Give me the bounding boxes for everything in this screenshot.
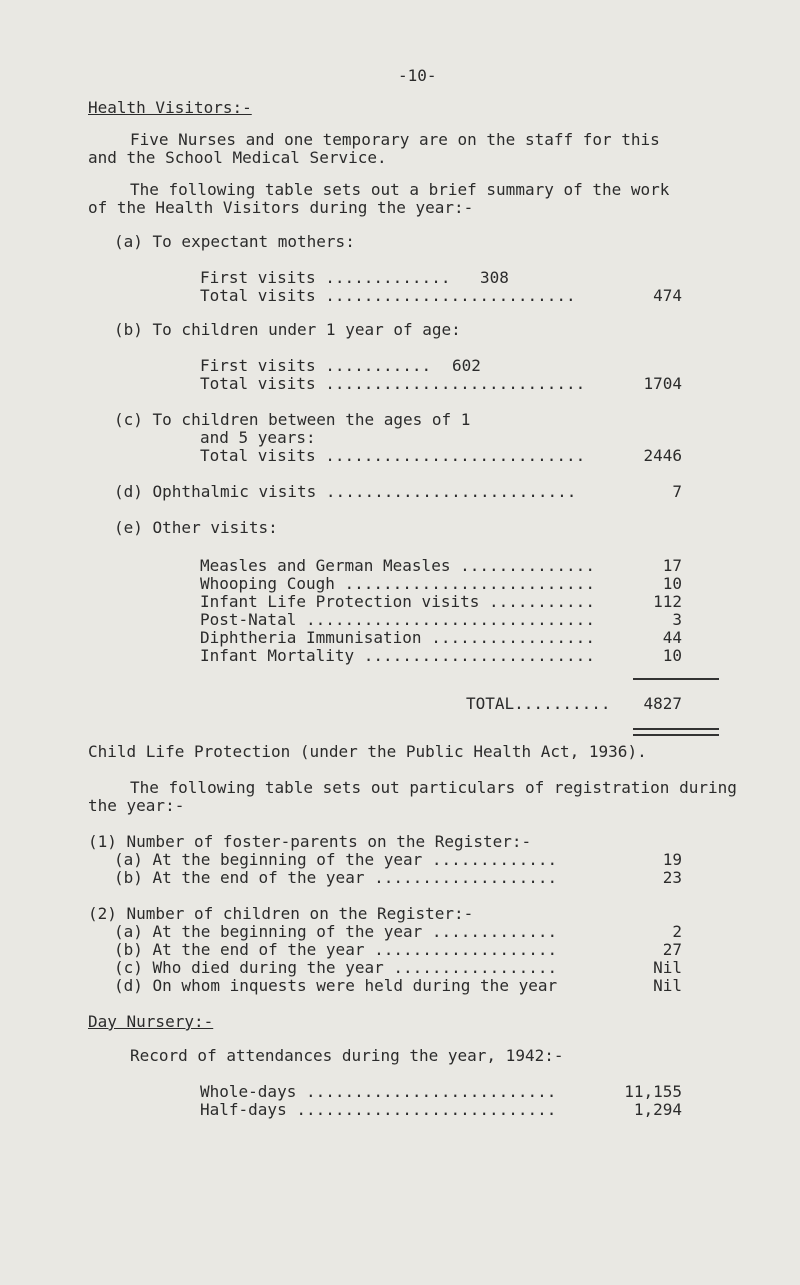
item-label: Total visits ...........................	[200, 446, 586, 465]
item-label-e: (e) Other visits:	[114, 518, 278, 537]
item-value: 1,294	[633, 1100, 682, 1119]
paragraph-line: Record of attendances during the year, 1942:-	[130, 1046, 564, 1065]
item-value: Nil	[653, 976, 682, 995]
section-heading-day-nursery: Day Nursery:-	[88, 1012, 214, 1031]
item-label-a: (a) To expectant mothers:	[114, 232, 355, 251]
paragraph-line: The following table sets out particulars of registration during	[130, 778, 737, 797]
total-rule	[633, 678, 719, 680]
paragraph-line: Five Nurses and one temporary are on the staff for this	[130, 130, 660, 149]
item-label: (1) Number of foster-parents on the Register:-	[88, 832, 532, 851]
total-value: 4827	[643, 694, 682, 713]
item-label: Whole-days ..........................	[200, 1082, 557, 1101]
item-label: (b) At the end of the year ...................	[114, 868, 558, 887]
item-value: 19	[662, 850, 682, 869]
item-label-c: (c) To children between the ages of 1	[114, 410, 471, 429]
item-label: First visits ...........	[200, 356, 432, 375]
item-value: 11,155	[624, 1082, 682, 1101]
item-label: Total visits ...........................	[200, 374, 586, 393]
item-value: 23	[662, 868, 682, 887]
item-label: (b) At the end of the year ...................	[114, 940, 558, 959]
list-item-value: 10	[662, 646, 682, 665]
page-number: -10-	[398, 66, 437, 85]
list-item-label: Diphtheria Immunisation .................	[200, 628, 595, 647]
total-double-rule	[633, 728, 719, 736]
item-label: and 5 years:	[200, 428, 316, 447]
list-item-value: 44	[662, 628, 682, 647]
item-label-d: (d) Ophthalmic visits ..........................	[114, 482, 577, 501]
item-label: Total visits ..........................	[200, 286, 576, 305]
total-label: TOTAL..........	[466, 694, 611, 713]
item-value: 1704	[643, 374, 682, 393]
item-label: (d) On whom inquests were held during the year	[114, 976, 558, 995]
item-value: 27	[662, 940, 682, 959]
item-label: Half-days ...........................	[200, 1100, 557, 1119]
section-heading-child-life: Child Life Protection (under the Public Health Act, 1936).	[88, 742, 647, 761]
item-label: (a) At the beginning of the year .............	[114, 922, 558, 941]
list-item-label: Whooping Cough ..........................	[200, 574, 595, 593]
list-item-value: 17	[662, 556, 682, 575]
paragraph-line: the year:-	[88, 796, 185, 815]
list-item-value: 10	[662, 574, 682, 593]
item-value: 308	[480, 268, 509, 287]
item-label: First visits .............	[200, 268, 451, 287]
item-value: Nil	[653, 958, 682, 977]
item-value: 2	[672, 922, 682, 941]
item-label: (c) Who died during the year .................	[114, 958, 558, 977]
paragraph-line: and the School Medical Service.	[88, 148, 387, 167]
list-item-value: 112	[653, 592, 682, 611]
item-value: 474	[653, 286, 682, 305]
list-item-label: Infant Mortality ........................	[200, 646, 595, 665]
list-item-label: Infant Life Protection visits ...........	[200, 592, 595, 611]
list-item-value: 3	[672, 610, 682, 629]
paragraph-line: The following table sets out a brief summary of the work	[130, 180, 670, 199]
list-item-label: Post-Natal ..............................	[200, 610, 595, 629]
section-heading-health-visitors: Health Visitors:-	[88, 98, 252, 117]
item-value: 2446	[643, 446, 682, 465]
item-value: 602	[452, 356, 481, 375]
item-label: (a) At the beginning of the year .............	[114, 850, 558, 869]
item-label: (2) Number of children on the Register:-	[88, 904, 474, 923]
item-value: 7	[672, 482, 682, 501]
item-label-b: (b) To children under 1 year of age:	[114, 320, 461, 339]
list-item-label: Measles and German Measles ..............	[200, 556, 595, 575]
paragraph-line: of the Health Visitors during the year:-	[88, 198, 474, 217]
